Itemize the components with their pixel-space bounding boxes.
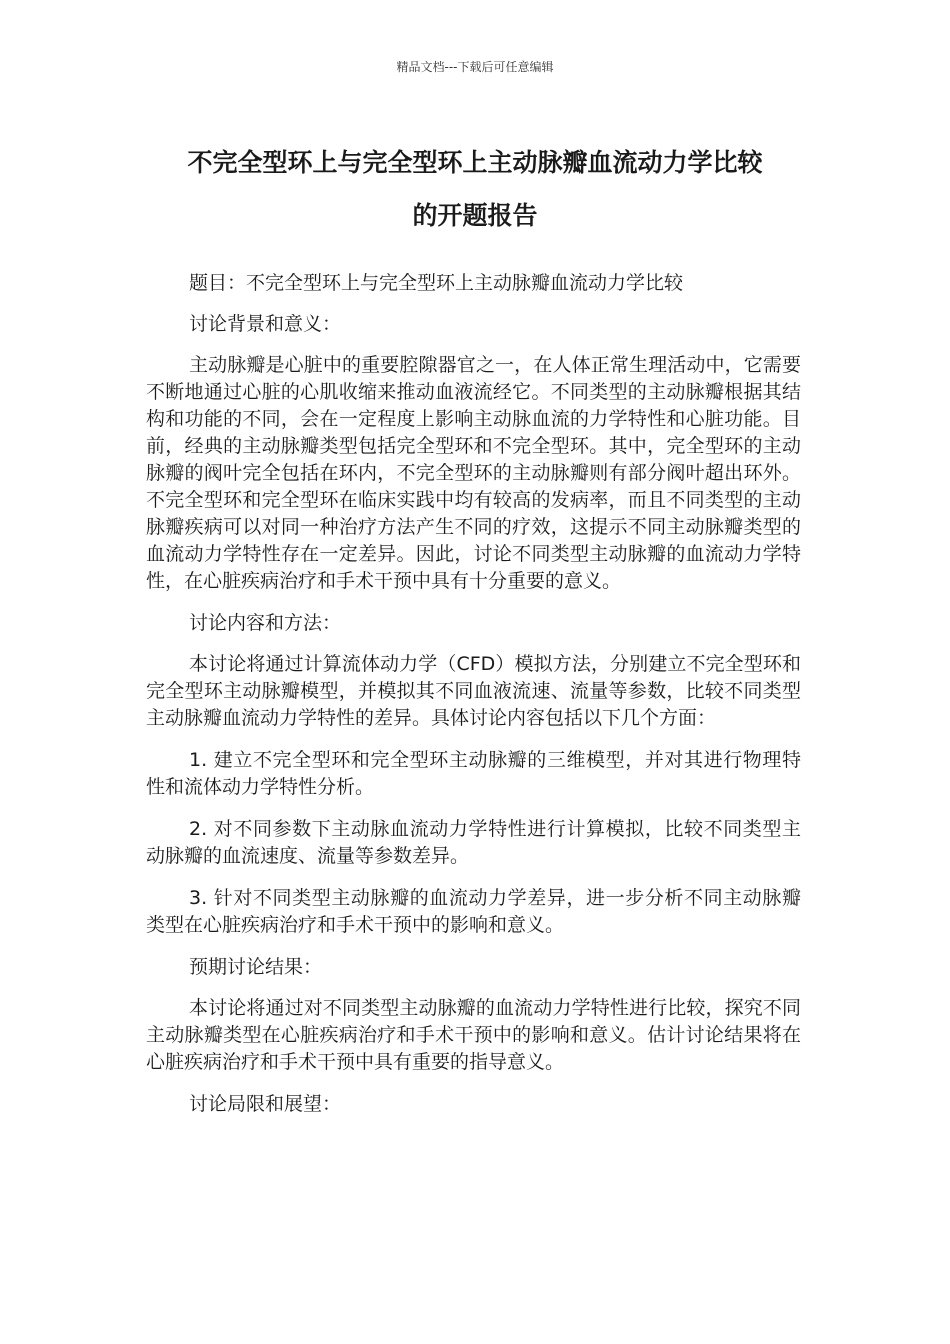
title-line-1: 不完全型环上与完全型环上主动脉瓣血流动力学比较: [187, 148, 763, 177]
title-line-2: 的开题报告: [412, 201, 538, 230]
document-title: [110, 136, 840, 242]
topic-line: 题目：不完全型环上与完全型环上主动脉瓣血流动力学比较: [189, 272, 684, 294]
background-paragraph: 主动脉瓣是心脏中的重要腔隙器官之一，在人体正常生理活动中，它需要不断地通过心脏的心肌收缩来推动血液流经它。不同类型的主动脉瓣根据其结构和功能的不同，会在一定程度上影响主动脉血流的力学特性和心脏功能。目前，经典的主动脉瓣类型包括完全型环和不完全型环。其中，完全型环的主动脉瓣的阀叶完全包括在环内，不完全型环的主动脉瓣则有部分阀叶超出环外。不完全型环和完全型环在临床实践中均有较高的发病率，而且不同类型的主动脉瓣疾病可以对同一种治疗方法产生不同的疗效，这提示不同主动脉瓣类型的血流动力学特性存在一定差异。因此，讨论不同类型主动脉瓣的血流动力学特性，在心脏疾病治疗和手术干预中具有十分重要的意义。: [146, 354, 801, 592]
content-item-1: 1. 建立不完全型环和完全型环主动脉瓣的三维模型，并对其进行物理特性和流体动力学特性分析。: [146, 749, 801, 798]
background-heading: 讨论背景和意义：: [189, 313, 342, 335]
header-note: 精品文档---下载后可任意编辑: [396, 60, 554, 74]
limits-heading: 讨论局限和展望：: [189, 1093, 342, 1115]
content-item-3: 3. 针对不同类型主动脉瓣的血流动力学差异，进一步分析不同主动脉瓣类型在心脏疾病治疗和手术干预中的影响和意义。: [146, 887, 801, 936]
content-item-2: 2. 对不同参数下主动脉血流动力学特性进行计算模拟，比较不同类型主动脉瓣的血流速度、流量等参数差异。: [146, 818, 801, 867]
results-paragraph: 本讨论将通过对不同类型主动脉瓣的血流动力学特性进行比较，探究不同主动脉瓣类型在心脏疾病治疗和手术干预中的影响和意义。估计讨论结果将在心脏疾病治疗和手术干预中具有重要的指导意义。: [146, 997, 801, 1073]
document-body: [146, 270, 801, 1132]
content-heading: 讨论内容和方法：: [189, 612, 342, 634]
results-heading: 预期讨论结果：: [189, 956, 323, 978]
content-paragraph: 本讨论将通过计算流体动力学（CFD）模拟方法，分别建立不完全型环和完全型环主动脉瓣模型，并模拟其不同血液流速、流量等参数，比较不同类型主动脉瓣血流动力学特性的差异。具体讨论内容包括以下几个方面：: [146, 653, 801, 729]
